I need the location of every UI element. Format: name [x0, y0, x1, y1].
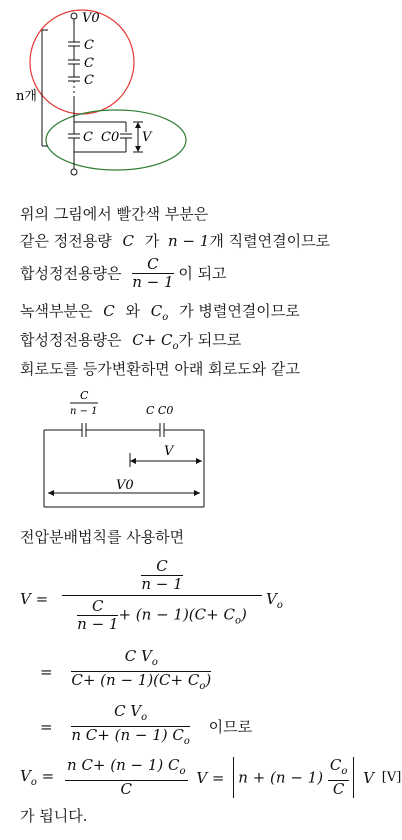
capacitor-2 — [68, 60, 80, 64]
cap-label-3: C — [84, 73, 94, 88]
text-fragment: 개 직렬연결이므로 — [209, 232, 331, 250]
eq4-bracket-a: n + (n − 1) — [238, 768, 324, 787]
eq2-fraction — [71, 648, 211, 695]
math-co — [150, 302, 169, 323]
fraction-den: $C+ (n - 1)(C+ C_o)$ — [71, 671, 212, 692]
text-line-3 — [20, 256, 227, 291]
math-c: C — [329, 756, 342, 774]
subscript: o — [276, 600, 283, 611]
equals-sign: = — [40, 662, 53, 681]
fraction-num — [71, 648, 211, 672]
math-c: C — [150, 302, 163, 320]
subscript: o — [183, 736, 190, 747]
text-line-9: 가 됩니다. — [20, 807, 88, 825]
v-label: V — [142, 130, 152, 145]
eq1-den-frac — [77, 598, 118, 633]
subscript: o — [162, 312, 169, 323]
equation-3 — [40, 703, 252, 750]
text-fragment: 가 되므로 — [178, 331, 242, 349]
math-v: V — [20, 767, 31, 785]
subscript: o — [341, 766, 348, 777]
capacitor-1 — [68, 42, 80, 46]
text-fragment: 녹색부분은 — [20, 302, 93, 320]
cap-label-2: C — [84, 56, 94, 71]
eq4-inner-frac — [328, 757, 350, 798]
subscript: o — [141, 712, 148, 723]
text-fragment: 가 병렬연결이므로 — [179, 302, 300, 320]
eq4-bracket — [233, 757, 354, 798]
cap2-label: C C0 — [146, 404, 174, 417]
circuit-diagram-1 — [0, 0, 402, 180]
fraction-den: n − 1 — [132, 273, 174, 291]
math-c: C — [103, 302, 115, 320]
eq4-fraction — [65, 757, 188, 798]
text-line-5 — [20, 331, 241, 356]
math-c-plus-co — [132, 331, 179, 352]
fraction-num — [328, 757, 350, 781]
math-n-minus-1: n − 1 — [168, 232, 210, 250]
math-v: V — [266, 590, 277, 608]
fraction-num: C — [141, 558, 182, 576]
eq4-tail: V — [363, 768, 374, 787]
text-fragment: 이 되고 — [178, 264, 227, 283]
fraction-den: C — [332, 780, 345, 798]
text-fragment: 합성정전용량은 — [20, 331, 122, 349]
text-line-2 — [20, 232, 330, 250]
eq3-num: C V — [114, 702, 142, 720]
bottom-c-label: C — [83, 130, 93, 145]
fraction-num: C — [77, 598, 118, 616]
text-fragment: 가 — [144, 232, 160, 250]
fraction-den — [71, 727, 190, 750]
subscript: o — [30, 777, 37, 788]
eq1-fraction: $\frac{C}{n - 1}$ $\frac{C}{n - 1}$ + $(n - 1)(C+ C_o)$ — [62, 558, 262, 633]
subscript: o — [179, 766, 186, 777]
eq1-lhs: V = — [20, 590, 49, 608]
equation-1 — [20, 558, 380, 638]
unit-label: [V] — [381, 770, 402, 785]
subscript: o — [234, 615, 241, 627]
v0-label-2: V0 — [116, 478, 134, 493]
math-c: C — [122, 232, 134, 250]
bottom-co-label: C0 — [101, 130, 120, 145]
text-fragment: 같은 정전용량 — [20, 232, 112, 250]
circuit-diagram-2 — [0, 385, 402, 520]
fraction-den: n − 1 — [141, 575, 183, 593]
fraction-num: C — [132, 256, 173, 274]
v-label-2: V — [164, 444, 174, 459]
cap1-num-label: C — [80, 389, 89, 402]
eq1-den-rest: + (n − 1)(C+ C — [118, 605, 235, 624]
math-expr: C+ C — [132, 331, 173, 349]
text-line-6: 회로도를 등가변환하면 아래 회로도와 같고 — [20, 360, 300, 378]
equals-sign: = — [40, 717, 53, 736]
cap-label-1: C — [84, 38, 94, 53]
text-fragment: 이므로 — [208, 718, 253, 736]
eq3-den: n C+ (n − 1) C — [71, 726, 184, 744]
subscript: o — [199, 681, 206, 692]
eq3-fraction — [71, 703, 190, 750]
eq1-top-frac — [141, 558, 182, 593]
text-line-4 — [20, 302, 300, 327]
fraction-c-over-n-1 — [132, 256, 173, 291]
cap1-den-label: n − 1 — [70, 406, 98, 417]
n-count-label: n개 — [16, 89, 37, 104]
capacitor-3 — [68, 77, 80, 81]
eq4-lhs — [20, 767, 55, 788]
equation-2 — [40, 648, 211, 695]
eq2-den: C+ (n − 1)(C+ C — [71, 671, 200, 689]
fraction-den: C — [120, 780, 133, 798]
eq1-suffix — [266, 590, 283, 611]
fraction-num — [65, 757, 188, 781]
text-line-7: 전압분배법칙를 사용하면 — [20, 528, 185, 546]
eq2-num: C V — [124, 647, 152, 665]
text-fragment: 와 — [125, 302, 140, 320]
equation-4 — [20, 757, 401, 798]
subscript: o — [172, 341, 179, 352]
subscript: o — [151, 657, 158, 668]
equals-sign: = — [41, 767, 55, 785]
eq4-mid: V = — [196, 768, 225, 787]
eq4-num: n C+ (n − 1) C — [67, 756, 180, 774]
text-line-1: 위의 그림에서 빨간색 부분은 — [20, 205, 209, 223]
v0-label: V0 — [82, 11, 100, 26]
fraction-num — [71, 703, 190, 727]
text-fragment: 합성정전용량은 — [20, 264, 122, 283]
fraction-den: n − 1 — [77, 615, 119, 633]
